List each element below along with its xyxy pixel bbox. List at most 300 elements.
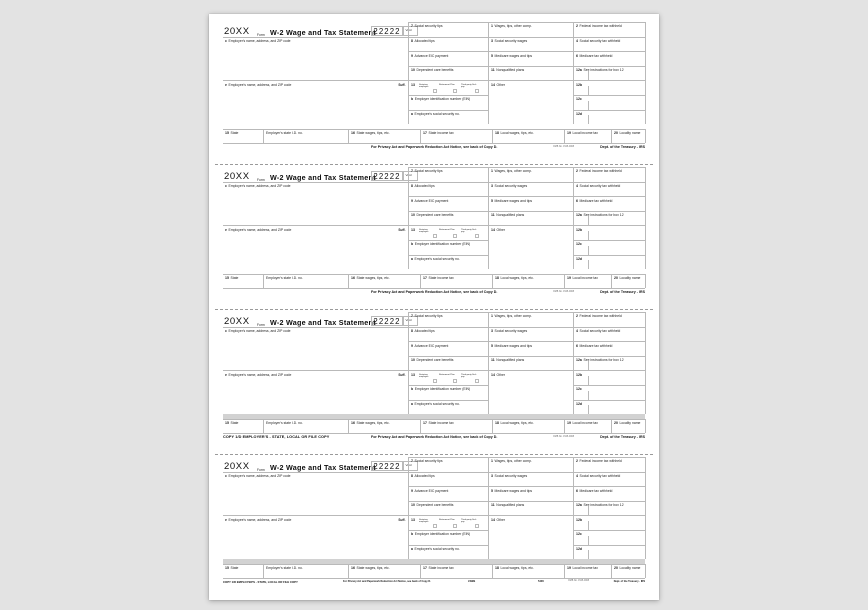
control-number-box[interactable]: 22222 xyxy=(371,171,403,182)
box-1[interactable] xyxy=(488,167,573,182)
box-13-statutory-employee-checkbox[interactable] xyxy=(433,89,438,94)
box-12b[interactable] xyxy=(573,225,645,240)
state-row-bottom-rule xyxy=(223,433,645,434)
box-1-text: Wages, tips, other comp. xyxy=(494,314,532,319)
box-1-text: Wages, tips, other comp. xyxy=(494,169,532,174)
box-6[interactable] xyxy=(573,196,645,211)
box-a-ssn[interactable] xyxy=(408,255,488,270)
box-9[interactable] xyxy=(408,486,488,501)
box-1[interactable] xyxy=(488,22,573,37)
box-13-number: 13 xyxy=(411,227,415,232)
box-12a-divider xyxy=(588,216,589,225)
form-year: 20XX xyxy=(224,316,250,327)
box-20-label xyxy=(612,130,645,136)
box-15-employer-state-id[interactable] xyxy=(263,129,348,143)
box-b-ein-number: b xyxy=(411,532,414,537)
box-12d[interactable] xyxy=(573,255,645,270)
box-15-employer-state-id-text: Employer's state I.D. no. xyxy=(266,131,303,136)
box-7-label xyxy=(409,313,488,319)
box-13-third-party-sick-pay-label: Third-party Sick pay xyxy=(461,83,477,89)
box-16-number: 16 xyxy=(351,566,355,571)
omb-number: OMB No. 1545-0008 xyxy=(568,580,590,583)
box-9-text: Advance EIC payment xyxy=(414,198,449,203)
box-14[interactable] xyxy=(488,370,573,414)
box-16[interactable] xyxy=(348,564,420,578)
box-11-text: Nonqualified plans xyxy=(496,358,525,363)
box-13-statutory-employee-label: Statutory employee xyxy=(419,518,429,524)
box-6[interactable] xyxy=(573,341,645,356)
box-18-text: Local wages, tips, etc. xyxy=(500,421,534,426)
box-8-number: 8 xyxy=(411,183,413,188)
form-word-label: Form xyxy=(257,32,265,37)
box-17-text: State income tax xyxy=(428,421,454,426)
box-7[interactable] xyxy=(408,22,488,37)
box-17-number: 17 xyxy=(423,276,427,281)
box-1-label xyxy=(489,458,573,464)
box-12c[interactable] xyxy=(573,240,645,255)
box-11[interactable] xyxy=(488,356,573,371)
box-7[interactable] xyxy=(408,167,488,182)
box-b-ein-number: b xyxy=(411,242,414,247)
box-11-number: 11 xyxy=(491,503,495,508)
box-12b-label xyxy=(574,226,645,232)
box-16-label xyxy=(349,275,420,281)
box-5[interactable] xyxy=(488,486,573,501)
box-e-employee-label xyxy=(223,371,408,377)
box-e-employee-label xyxy=(223,81,408,87)
box-18-text: Local wages, tips, etc. xyxy=(500,566,534,571)
box-19[interactable] xyxy=(564,564,611,578)
box-10-number: 10 xyxy=(411,358,415,363)
box-a-ssn-text: Employee's social security no. xyxy=(414,111,460,116)
box-2-text: Federal income tax withheld xyxy=(579,24,622,29)
box-6[interactable] xyxy=(573,486,645,501)
box-a-ssn-label xyxy=(409,546,488,552)
box-3[interactable] xyxy=(488,327,573,342)
box-14-text: Other xyxy=(496,372,505,377)
box-12d-divider xyxy=(588,405,589,414)
box-a-ssn[interactable] xyxy=(408,400,488,415)
box-13-number: 13 xyxy=(411,82,415,87)
box-4[interactable] xyxy=(573,472,645,487)
box-9[interactable] xyxy=(408,196,488,211)
box-12a-text: See instructions for box 12 xyxy=(583,358,624,363)
box-20-text: Locality name xyxy=(619,276,641,281)
box-12a-divider xyxy=(588,506,589,515)
box-1-number: 1 xyxy=(491,459,493,464)
box-12b[interactable] xyxy=(573,515,645,530)
box-11-label xyxy=(489,67,573,73)
box-13[interactable] xyxy=(408,515,488,530)
box-19[interactable] xyxy=(564,129,611,143)
box-2-text: Federal income tax withheld xyxy=(579,459,622,464)
box-18[interactable] xyxy=(492,419,564,433)
box-18-number: 18 xyxy=(495,421,499,426)
box-15-employer-state-id-text: Employer's state I.D. no. xyxy=(266,276,303,281)
box-2-text: Federal income tax withheld xyxy=(579,169,622,174)
box-8[interactable] xyxy=(408,37,488,52)
box-11-text: Nonqualified plans xyxy=(496,68,525,73)
box-c-employer-text: Employer's name, address, and ZIP code xyxy=(228,38,291,43)
form-year: 20XX xyxy=(224,171,250,182)
box-12a-number: 12a xyxy=(576,358,582,363)
box-17-label xyxy=(421,275,492,281)
box-10[interactable] xyxy=(408,356,488,371)
box-2[interactable] xyxy=(573,22,645,37)
box-13-retirement-plan-checkbox[interactable] xyxy=(453,234,458,239)
box-c-employer[interactable] xyxy=(223,472,408,516)
box-19[interactable] xyxy=(564,274,611,288)
box-18[interactable] xyxy=(492,274,564,288)
box-4-number: 4 xyxy=(576,473,578,478)
box-12d-number: 12d xyxy=(576,256,583,261)
box-8[interactable] xyxy=(408,327,488,342)
box-13-third-party-sick-pay-checkbox[interactable] xyxy=(475,379,480,384)
box-2-label xyxy=(574,23,645,29)
treasury-irs: Dept. of the Treasury - IRS xyxy=(600,434,645,439)
box-10-number: 10 xyxy=(411,213,415,218)
box-17[interactable] xyxy=(420,274,492,288)
box-11[interactable] xyxy=(488,66,573,81)
box-20[interactable] xyxy=(611,274,645,288)
form-word-label: Form xyxy=(257,322,265,327)
box-12b-number: 12b xyxy=(576,227,583,232)
form-title: W-2 Wage and Tax Statement xyxy=(270,28,376,37)
box-12c[interactable] xyxy=(573,385,645,400)
box-12d-label xyxy=(574,546,645,552)
box-e-employee-label xyxy=(223,226,408,232)
box-b-ein-label xyxy=(409,531,488,537)
box-15-state-label xyxy=(223,420,263,426)
box-a-ssn-number: a xyxy=(411,401,413,406)
box-13-retirement-plan-label: Retirement Plan xyxy=(439,373,455,376)
box-10[interactable] xyxy=(408,501,488,516)
perforation-line-2 xyxy=(215,309,653,310)
box-3-number: 3 xyxy=(491,328,493,333)
box-20[interactable] xyxy=(611,564,645,578)
box-12b-divider xyxy=(588,86,589,95)
box-15-state-number: 15 xyxy=(225,421,229,426)
box-20[interactable] xyxy=(611,419,645,433)
copy-label: COPY 1/D EMPLOYER'S - STATE, LOCAL OR FILE COPY xyxy=(223,434,330,439)
box-13[interactable] xyxy=(408,225,488,240)
box-b-ein[interactable] xyxy=(408,95,488,110)
box-12a-text: See instructions for box 12 xyxy=(583,503,624,508)
box-a-ssn-text: Employee's social security no. xyxy=(414,256,460,261)
box-18-number: 18 xyxy=(495,566,499,571)
box-a-ssn-label xyxy=(409,401,488,407)
box-13-retirement-plan-checkbox[interactable] xyxy=(453,524,458,529)
box-8[interactable] xyxy=(408,472,488,487)
box-6-number: 6 xyxy=(576,198,578,203)
box-19-number: 19 xyxy=(567,276,571,281)
box-15-employer-state-id[interactable] xyxy=(263,564,348,578)
box-9-label xyxy=(409,52,488,58)
box-14[interactable] xyxy=(488,80,573,124)
box-3[interactable] xyxy=(488,37,573,52)
box-16-label xyxy=(349,565,420,571)
box-6[interactable] xyxy=(573,51,645,66)
box-14-label xyxy=(489,81,573,87)
box-3[interactable] xyxy=(488,472,573,487)
box-18-text: Local wages, tips, etc. xyxy=(500,131,534,136)
box-3[interactable] xyxy=(488,182,573,197)
box-13-statutory-employee-checkbox[interactable] xyxy=(433,524,438,529)
box-12a[interactable] xyxy=(573,356,645,371)
box-17-label xyxy=(421,130,492,136)
box-13-number: 13 xyxy=(411,372,415,377)
box-8[interactable] xyxy=(408,182,488,197)
box-15-state-text: State xyxy=(230,276,239,281)
box-a-ssn-text: Employee's social security no. xyxy=(414,546,460,551)
box-12a-number: 12a xyxy=(576,503,582,508)
box-15-state-text: State xyxy=(230,421,239,426)
box-15-employer-state-id[interactable] xyxy=(263,419,348,433)
box-16[interactable] xyxy=(348,419,420,433)
box-12c-label xyxy=(574,531,645,537)
box-17-number: 17 xyxy=(423,421,427,426)
box-12d-number: 12d xyxy=(576,401,583,406)
box-9-label xyxy=(409,487,488,493)
box-b-ein[interactable] xyxy=(408,385,488,400)
box-12d[interactable] xyxy=(573,545,645,560)
box-2-number: 2 xyxy=(576,459,578,464)
box-17[interactable] xyxy=(420,564,492,578)
box-2-text: Federal income tax withheld xyxy=(579,314,622,319)
box-1[interactable] xyxy=(488,457,573,472)
box-1-text: Wages, tips, other comp. xyxy=(494,24,532,29)
box-15-state[interactable] xyxy=(223,564,263,578)
box-16-text: State wages, tips, etc. xyxy=(356,421,390,426)
box-5-label xyxy=(489,52,573,58)
box-17-number: 17 xyxy=(423,566,427,571)
w2-form-2 xyxy=(209,167,659,312)
box-15-state[interactable] xyxy=(223,419,263,433)
box-4[interactable] xyxy=(573,327,645,342)
perforation-line-3 xyxy=(215,454,653,455)
box-10-number: 10 xyxy=(411,503,415,508)
box-14[interactable] xyxy=(488,515,573,559)
box-11-number: 11 xyxy=(491,213,495,218)
box-17[interactable] xyxy=(420,129,492,143)
box-e-employee[interactable] xyxy=(223,370,408,414)
box-5-text: Medicare wages and tips xyxy=(494,198,533,203)
box-1[interactable] xyxy=(488,312,573,327)
box-6-text: Medicare tax withheld xyxy=(579,53,613,58)
box-20[interactable] xyxy=(611,129,645,143)
box-15-state-number: 15 xyxy=(225,276,229,281)
box-5[interactable] xyxy=(488,341,573,356)
product-number: 5400 xyxy=(538,579,544,583)
box-c-employer[interactable] xyxy=(223,37,408,81)
box-12a-label xyxy=(574,357,645,363)
box-7-label xyxy=(409,458,488,464)
box-16[interactable] xyxy=(348,274,420,288)
box-2[interactable] xyxy=(573,167,645,182)
box-19[interactable] xyxy=(564,419,611,433)
box-19-text: Local income tax xyxy=(572,131,598,136)
box-11[interactable] xyxy=(488,211,573,226)
box-20-text: Locality name xyxy=(619,566,641,571)
box-4[interactable] xyxy=(573,37,645,52)
suffix-label: Suff. xyxy=(398,82,406,87)
box-12d[interactable] xyxy=(573,110,645,125)
box-12a[interactable] xyxy=(573,211,645,226)
box-7-text: Social security tips xyxy=(414,169,443,174)
box-a-ssn[interactable] xyxy=(408,545,488,560)
box-5-label xyxy=(489,342,573,348)
box-15-employer-state-id[interactable] xyxy=(263,274,348,288)
box-15-employer-state-id-text: Employer's state I.D. no. xyxy=(266,421,303,426)
box-17[interactable] xyxy=(420,419,492,433)
box-5-label xyxy=(489,487,573,493)
grid-right-edge xyxy=(645,457,646,559)
box-1-number: 1 xyxy=(491,169,493,174)
box-e-employee[interactable] xyxy=(223,80,408,124)
box-15-state-text: State xyxy=(230,131,239,136)
box-16-text: State wages, tips, etc. xyxy=(356,566,390,571)
box-13[interactable] xyxy=(408,80,488,95)
box-2-number: 2 xyxy=(576,24,578,29)
box-6-label xyxy=(574,342,645,348)
control-number-box[interactable]: 22222 xyxy=(371,26,403,37)
box-15-state-number: 15 xyxy=(225,566,229,571)
box-12b-label xyxy=(574,81,645,87)
box-18[interactable] xyxy=(492,129,564,143)
box-e-employee[interactable] xyxy=(223,225,408,269)
box-4[interactable] xyxy=(573,182,645,197)
box-12a[interactable] xyxy=(573,66,645,81)
suffix-label: Suff. xyxy=(398,517,406,522)
box-7-number: 7 xyxy=(411,459,413,464)
box-4-text: Social security tax withheld xyxy=(579,473,621,478)
box-5[interactable] xyxy=(488,51,573,66)
box-3-number: 3 xyxy=(491,183,493,188)
box-13-third-party-sick-pay-checkbox[interactable] xyxy=(475,234,480,239)
box-4-label xyxy=(574,38,645,44)
box-b-ein[interactable] xyxy=(408,530,488,545)
box-12d-number: 12d xyxy=(576,546,583,551)
box-12a[interactable] xyxy=(573,501,645,516)
box-15-state[interactable] xyxy=(223,129,263,143)
box-b-ein-text: Employer identification number (EIN) xyxy=(414,242,471,247)
box-b-ein-number: b xyxy=(411,97,414,102)
box-18[interactable] xyxy=(492,564,564,578)
box-c-employer-label xyxy=(223,328,408,334)
box-11-label xyxy=(489,502,573,508)
box-16-label xyxy=(349,130,420,136)
box-12a-label xyxy=(574,67,645,73)
box-2-number: 2 xyxy=(576,314,578,319)
box-13-statutory-employee-checkbox[interactable] xyxy=(433,234,438,239)
box-9-number: 9 xyxy=(411,53,413,58)
box-8-label xyxy=(409,183,488,189)
box-15-state-label xyxy=(223,275,263,281)
box-12a-label xyxy=(574,502,645,508)
box-10-text: Dependent care benefits xyxy=(416,213,454,218)
box-9[interactable] xyxy=(408,51,488,66)
box-7[interactable] xyxy=(408,312,488,327)
box-12c[interactable] xyxy=(573,530,645,545)
box-12a-text: See instructions for box 12 xyxy=(583,213,624,218)
box-9[interactable] xyxy=(408,341,488,356)
box-10-label xyxy=(409,357,488,363)
copy-label: COPY 1/D EMPLOYER'S - STATE, LOCAL OR FILE COPY xyxy=(223,579,298,584)
box-c-employer-text: Employer's name, address, and ZIP code xyxy=(228,473,291,478)
box-13[interactable] xyxy=(408,370,488,385)
box-10[interactable] xyxy=(408,211,488,226)
box-e-employee[interactable] xyxy=(223,515,408,559)
box-c-employer-text: Employer's name, address, and ZIP code xyxy=(228,328,291,333)
control-number-box[interactable]: 22222 xyxy=(371,461,403,472)
box-13-third-party-sick-pay-checkbox[interactable] xyxy=(475,524,480,529)
box-13-third-party-sick-pay-checkbox[interactable] xyxy=(475,89,480,94)
box-13-statutory-employee-label: Statutory employee xyxy=(419,83,429,89)
box-6-text: Medicare tax withheld xyxy=(579,488,613,493)
box-a-ssn[interactable] xyxy=(408,110,488,125)
state-row-right-edge xyxy=(645,129,646,143)
box-16[interactable] xyxy=(348,129,420,143)
box-2[interactable] xyxy=(573,312,645,327)
box-14[interactable] xyxy=(488,225,573,269)
box-b-ein[interactable] xyxy=(408,240,488,255)
box-17-text: State income tax xyxy=(428,566,454,571)
box-10[interactable] xyxy=(408,66,488,81)
box-13-retirement-plan-checkbox[interactable] xyxy=(453,89,458,94)
box-9-label xyxy=(409,342,488,348)
box-e-employee-number: e xyxy=(225,372,227,377)
box-15-state[interactable] xyxy=(223,274,263,288)
box-20-number: 20 xyxy=(614,421,618,426)
box-12c-number: 12c xyxy=(576,242,582,247)
box-12d[interactable] xyxy=(573,400,645,415)
box-13-retirement-plan-label: Retirement Plan xyxy=(439,228,455,231)
box-2[interactable] xyxy=(573,457,645,472)
box-12a-number: 12a xyxy=(576,213,582,218)
box-14-number: 14 xyxy=(491,227,495,232)
box-18-text: Local wages, tips, etc. xyxy=(500,276,534,281)
box-12d-label xyxy=(574,111,645,117)
box-7-number: 7 xyxy=(411,24,413,29)
box-13-statutory-employee-checkbox[interactable] xyxy=(433,379,438,384)
state-row-bottom-rule xyxy=(223,143,645,144)
box-9-number: 9 xyxy=(411,488,413,493)
box-12b[interactable] xyxy=(573,370,645,385)
box-7[interactable] xyxy=(408,457,488,472)
box-c-employer[interactable] xyxy=(223,327,408,371)
box-c-employer[interactable] xyxy=(223,182,408,226)
box-12b-divider xyxy=(588,376,589,385)
box-e-employee-number: e xyxy=(225,227,227,232)
box-c-employer-number: c xyxy=(225,183,227,188)
box-c-employer-number: c xyxy=(225,38,227,43)
box-15-employer-state-id-label xyxy=(264,130,348,136)
box-a-ssn-number: a xyxy=(411,111,413,116)
box-a-ssn-label xyxy=(409,256,488,262)
box-5[interactable] xyxy=(488,196,573,211)
box-12c[interactable] xyxy=(573,95,645,110)
box-13-retirement-plan-checkbox[interactable] xyxy=(453,379,458,384)
box-12c-label xyxy=(574,241,645,247)
box-12b-number: 12b xyxy=(576,517,583,522)
box-11[interactable] xyxy=(488,501,573,516)
box-11-text: Nonqualified plans xyxy=(496,213,525,218)
box-15-state-label xyxy=(223,565,263,571)
form-title: W-2 Wage and Tax Statement xyxy=(270,318,376,327)
box-12b[interactable] xyxy=(573,80,645,95)
box-b-ein-number: b xyxy=(411,387,414,392)
control-number-box[interactable]: 22222 xyxy=(371,316,403,327)
